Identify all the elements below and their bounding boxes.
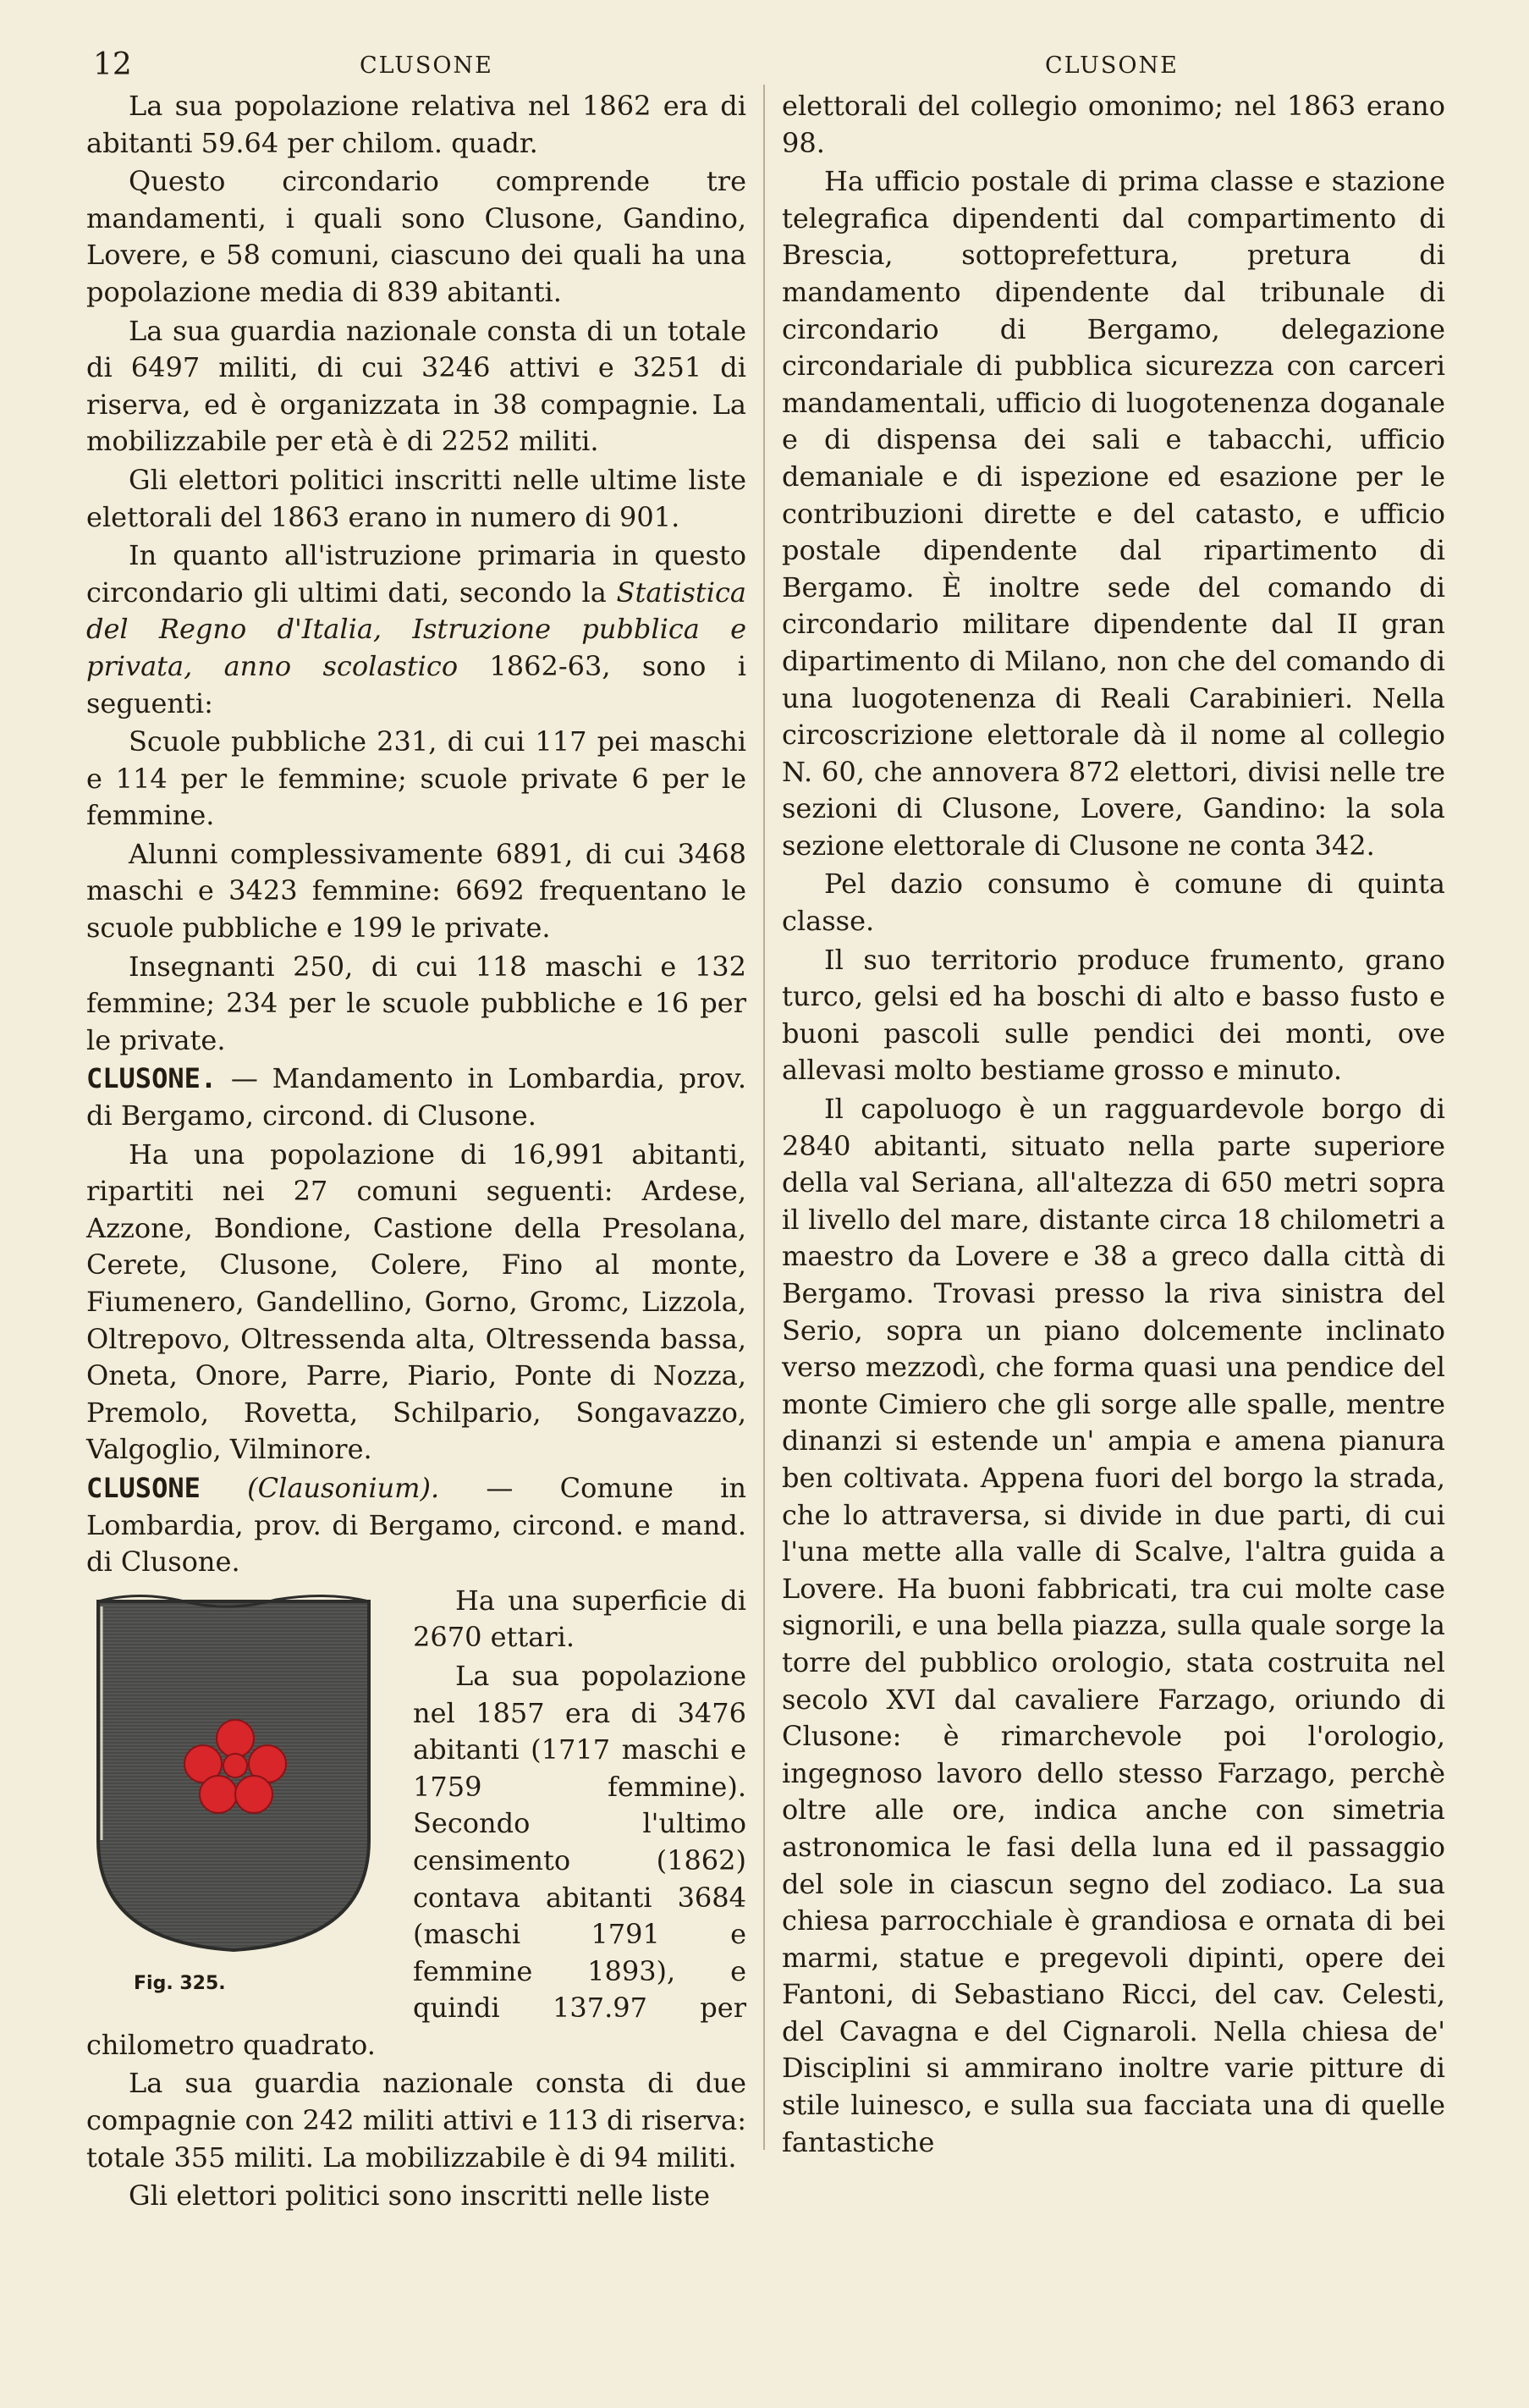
paragraph: Ha una popolazione di 16,991 abitanti, ripartiti nei 27 comuni seguenti: Ardese, Azzone, Bondione, Castione della Presolana, Cerete, Clusone, Colere, Fino al monte, Fiumenero, Gandellino, Gorno, Gromc, Lizzola, Oltrepovo, Oltressenda alta, Oltressenda bassa, Oneta, Onore, Parre, Piario, Ponte di Nozza, Premolo, Rovetta, Schilpario, Songavazzo, Valgoglio, Vilminore. — [86, 1138, 746, 1466]
text-run: In quanto all'istruzione primaria in questo circondario gli ultimi dati, secondo la — [86, 539, 746, 609]
paragraph: Il capoluogo è un ragguardevole borgo di 2840 abitanti, situato nella parte superiore della val Seriana, all'altezza di 650 metri sopra il livello del mare, distante circa 18 chilometri a maestro da Lovere e 38 a greco dalla città di Bergamo. Trovasi presso la riva sinistra del Serio, sopra un piano dolcemente inclinato verso mezzodì, che forma quasi una pendice del monte Cimiero che gli sorge alle spalle, mentre dinanzi si estende un' ampia e amena pianura ben coltivata. Appena fuori del borgo la strada, che lo attraversa, si divide in due parti, di cui l'una mette alla valle di Scalve, l'altra guida a Lovere. Ha buoni fabbricati, tra cui molte case signorili, e una bella piazza, sulla quale sorge la torre del pubblico orologio, stata costruita nel secolo XVI dal cavaliere Farzago, oriundo di Clusone: è rimarchevole poi l'orologio, ingegnoso lavoro dello stesso Farzago, perchè oltre alle ore, indica anche con simetria astronomica le fasi della luna ed il passaggio del sole in ciascun segno del zodiaco. La sua chiesa parrocchiale è grandiosa e ornata di bei marmi, statue e pregevoli dipinti, opere dei Fantoni, di Sebastiano Ricci, del cav. Celesti, del Cavagna e del Cignaroli. Nella chiesa de' Disciplini si ammirano inoltre varie pitture di stile luinesco, e sulla sua facciata una di quelle fantastiche — [782, 1093, 1445, 2158]
page-number: 12 — [93, 47, 132, 82]
paragraph: La sua guardia nazionale consta di due compagnie con 242 militi attivi e 113 di riserva: totale 355 militi. La mobilizzabile è di 94 militi. — [86, 2067, 746, 2174]
right-column — [782, 88, 1445, 2163]
paragraph: Alunni complessivamente 6891, di cui 3468 maschi e 3423 femmine: 6692 frequentano le scuole pubbliche e 199 le private. — [86, 837, 746, 945]
paragraph — [86, 537, 746, 722]
paragraph: Gli elettori politici sono inscritti nelle liste — [129, 2179, 711, 2212]
coat-of-arms-icon — [90, 1586, 377, 1959]
text-run: — Comune in Lombardia, prov. di Bergamo, circond. e mand. di Clusone. — [86, 1471, 747, 1579]
coat-of-arms-figure — [83, 1586, 413, 2011]
paragraph: Ha una superficie di 2670 ettari. — [413, 1584, 746, 1654]
paragraph: La sua popolazione nel 1857 era di 3476 abitanti (1717 maschi e 1759 femmine). Secondo l'ultimo censimento (1862) contava abitanti 3684 (maschi 1791 e femmine 1893), e quindi 137.97 per chilometro quadrato. — [86, 1659, 746, 2061]
text-run: 1862-63, sono i seguenti: — [86, 649, 747, 719]
paragraph: La sua guardia nazionale consta di un totale di 6497 militi, di cui 3246 attivi e 3251 di riserva, ed è organizzata in 38 compagnie. La mobilizzabile per età è di 2252 militi. — [86, 314, 746, 458]
entry-heading: CLUSONE. — [86, 1062, 217, 1095]
paragraph: Ha ufficio postale di prima classe e stazione telegrafica dipendenti dal compartimento di Brescia, sottoprefettura, pretura di mandamento dipendente dal tribunale di circondario di Bergamo, delegazione circondariale di pubblica sicurezza con carceri mandamentali, ufficio di luogotenenza doganale e di dispensa dei sali e tabacchi, ufficio demaniale e di ispezione ed esazione per le contribuzioni dirette e del catasto, e ufficio postale dipendente dal ripartimento di Bergamo. È inoltre sede del comando di circondario militare dipendente dal II gran dipartimento di Milano, non che del comando di una luogotenenza di Reali Carabinieri. Nella circoscrizione elettorale dà il nome al collegio N. 60, che annovera 872 elettori, divisi nelle tre sezioni di Clusone, Lovere, Gandino: la sola sezione elettorale di Clusone ne conta 342. — [782, 165, 1445, 862]
entry-mandamento — [86, 1061, 746, 1134]
figure-caption: Fig. 325. — [134, 1972, 226, 1994]
paragraph: Gli elettori politici inscritti nelle ultime liste elettorali del 1863 erano in numero di 901. — [86, 463, 746, 533]
text-run: — Mandamento in Lombardia, prov. di Bergamo, circond. di Clusone. — [86, 1062, 746, 1132]
paragraph: Pel dazio consumo è comune di quinta classe. — [782, 868, 1445, 938]
cited-title: Statistica del Regno d'Italia, Istruzione pubblica e privata, anno scolastico — [86, 576, 746, 682]
left-column — [86, 88, 746, 2217]
entry-heading: CLUSONE — [86, 1471, 201, 1504]
running-header-left: CLUSONE — [360, 52, 493, 79]
paragraph: La sua popolazione relativa nel 1862 era di abitanti 59.64 per chilom. quadr. — [86, 90, 746, 159]
paragraph: Insegnanti 250, di cui 118 maschi e 132 femmine; 234 per le scuole pubbliche e 16 per le private. — [86, 950, 746, 1056]
paragraph: Questo circondario comprende tre mandamenti, i quali sono Clusone, Gandino, Lovere, e 58 comuni, ciascuno dei quali ha una popolazione media di 839 abitanti. — [86, 165, 746, 308]
paragraph: Il suo territorio produce frumento, grano turco, gelsi ed ha boschi di alto e basso fusto e buoni pascoli sulle pendici dei monti, ove allevasi molto bestiame grosso e minuto. — [782, 943, 1445, 1087]
running-header-right: CLUSONE — [1045, 52, 1179, 79]
paragraph: elettorali del collegio omonimo; nel 1863 erano 98. — [782, 90, 1445, 159]
column-divider — [763, 85, 765, 2150]
entry-comune — [86, 1470, 746, 1581]
paragraph: Scuole pubbliche 231, di cui 117 pei maschi e 114 per le femmine; scuole private 6 per le femmine. — [86, 725, 746, 832]
latin-name: (Clausonium). — [247, 1471, 440, 1504]
